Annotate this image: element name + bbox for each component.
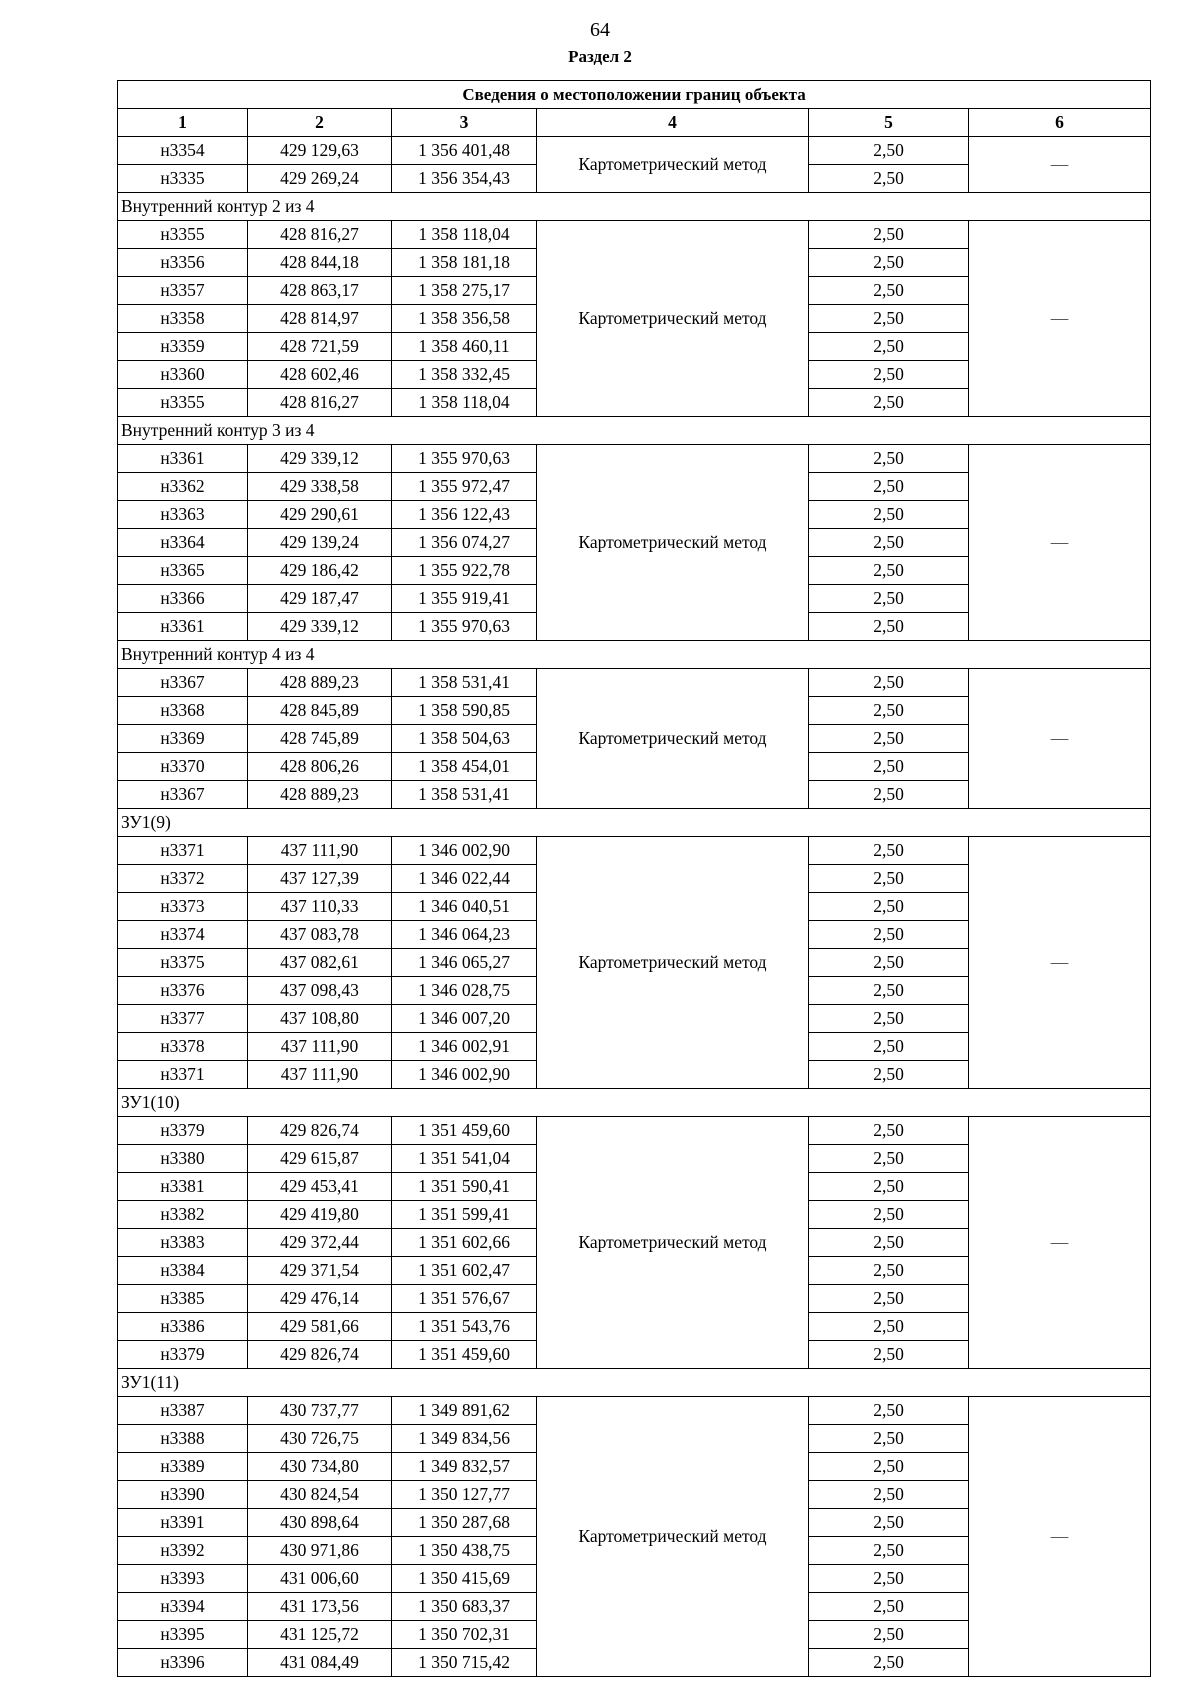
table-body bbox=[118, 137, 1151, 1677]
point-name-cell: н3383 bbox=[118, 1229, 248, 1257]
y-coordinate-cell: 1 350 287,68 bbox=[392, 1509, 537, 1537]
x-coordinate-cell: 428 806,26 bbox=[248, 753, 392, 781]
accuracy-cell: 2,50 bbox=[809, 1509, 969, 1537]
accuracy-cell: 2,50 bbox=[809, 277, 969, 305]
x-coordinate-cell: 437 111,90 bbox=[248, 1061, 392, 1089]
x-coordinate-cell: 429 129,63 bbox=[248, 137, 392, 165]
point-name-cell: н3379 bbox=[118, 1117, 248, 1145]
point-name-cell: н3356 bbox=[118, 249, 248, 277]
y-coordinate-cell: 1 356 074,27 bbox=[392, 529, 537, 557]
y-coordinate-cell: 1 358 454,01 bbox=[392, 753, 537, 781]
x-coordinate-cell: 429 269,24 bbox=[248, 165, 392, 193]
column-header: 3 bbox=[392, 109, 537, 137]
method-cell: Картометрический метод bbox=[537, 445, 809, 641]
accuracy-cell: 2,50 bbox=[809, 1537, 969, 1565]
point-name-cell: н3379 bbox=[118, 1341, 248, 1369]
contour-label-row bbox=[118, 1089, 1151, 1117]
accuracy-cell: 2,50 bbox=[809, 165, 969, 193]
point-name-cell: н3368 bbox=[118, 697, 248, 725]
point-name-cell: н3389 bbox=[118, 1453, 248, 1481]
contour-label: Внутренний контур 4 из 4 bbox=[118, 641, 1151, 669]
accuracy-cell: 2,50 bbox=[809, 921, 969, 949]
accuracy-cell: 2,50 bbox=[809, 1481, 969, 1509]
x-coordinate-cell: 428 816,27 bbox=[248, 389, 392, 417]
point-name-cell: н3369 bbox=[118, 725, 248, 753]
table-row bbox=[118, 1117, 1151, 1145]
x-coordinate-cell: 429 826,74 bbox=[248, 1341, 392, 1369]
point-name-cell: н3396 bbox=[118, 1649, 248, 1677]
accuracy-cell: 2,50 bbox=[809, 137, 969, 165]
x-coordinate-cell: 429 581,66 bbox=[248, 1313, 392, 1341]
x-coordinate-cell: 429 615,87 bbox=[248, 1145, 392, 1173]
contour-label: Внутренний контур 3 из 4 bbox=[118, 417, 1151, 445]
y-coordinate-cell: 1 350 438,75 bbox=[392, 1537, 537, 1565]
point-name-cell: н3386 bbox=[118, 1313, 248, 1341]
point-name-cell: н3371 bbox=[118, 837, 248, 865]
accuracy-cell: 2,50 bbox=[809, 865, 969, 893]
y-coordinate-cell: 1 346 002,90 bbox=[392, 837, 537, 865]
y-coordinate-cell: 1 350 415,69 bbox=[392, 1565, 537, 1593]
accuracy-cell: 2,50 bbox=[809, 837, 969, 865]
y-coordinate-cell: 1 356 401,48 bbox=[392, 137, 537, 165]
accuracy-cell: 2,50 bbox=[809, 333, 969, 361]
note-cell: — bbox=[969, 1117, 1151, 1369]
accuracy-cell: 2,50 bbox=[809, 1285, 969, 1313]
point-name-cell: н3375 bbox=[118, 949, 248, 977]
x-coordinate-cell: 429 290,61 bbox=[248, 501, 392, 529]
method-cell: Картометрический метод bbox=[537, 837, 809, 1089]
point-name-cell: н3363 bbox=[118, 501, 248, 529]
y-coordinate-cell: 1 349 891,62 bbox=[392, 1397, 537, 1425]
point-name-cell: н3359 bbox=[118, 333, 248, 361]
page-number: 64 bbox=[590, 19, 610, 41]
x-coordinate-cell: 429 187,47 bbox=[248, 585, 392, 613]
point-name-cell: н3390 bbox=[118, 1481, 248, 1509]
x-coordinate-cell: 429 139,24 bbox=[248, 529, 392, 557]
point-name-cell: н3362 bbox=[118, 473, 248, 501]
accuracy-cell: 2,50 bbox=[809, 1173, 969, 1201]
point-name-cell: н3370 bbox=[118, 753, 248, 781]
x-coordinate-cell: 428 889,23 bbox=[248, 669, 392, 697]
x-coordinate-cell: 428 844,18 bbox=[248, 249, 392, 277]
y-coordinate-cell: 1 346 007,20 bbox=[392, 1005, 537, 1033]
method-cell: Картометрический метод bbox=[537, 1397, 809, 1677]
point-name-cell: н3354 bbox=[118, 137, 248, 165]
point-name-cell: н3367 bbox=[118, 669, 248, 697]
section-title: Раздел 2 bbox=[568, 47, 632, 66]
accuracy-cell: 2,50 bbox=[809, 501, 969, 529]
method-cell: Картометрический метод bbox=[537, 137, 809, 193]
accuracy-cell: 2,50 bbox=[809, 1341, 969, 1369]
table-row bbox=[118, 669, 1151, 697]
x-coordinate-cell: 428 845,89 bbox=[248, 697, 392, 725]
point-name-cell: н3394 bbox=[118, 1593, 248, 1621]
x-coordinate-cell: 437 108,80 bbox=[248, 1005, 392, 1033]
accuracy-cell: 2,50 bbox=[809, 249, 969, 277]
x-coordinate-cell: 429 371,54 bbox=[248, 1257, 392, 1285]
column-header: 6 bbox=[969, 109, 1151, 137]
y-coordinate-cell: 1 346 040,51 bbox=[392, 893, 537, 921]
y-coordinate-cell: 1 346 002,90 bbox=[392, 1061, 537, 1089]
x-coordinate-cell: 437 098,43 bbox=[248, 977, 392, 1005]
x-coordinate-cell: 437 110,33 bbox=[248, 893, 392, 921]
x-coordinate-cell: 428 889,23 bbox=[248, 781, 392, 809]
y-coordinate-cell: 1 358 275,17 bbox=[392, 277, 537, 305]
accuracy-cell: 2,50 bbox=[809, 669, 969, 697]
y-coordinate-cell: 1 351 590,41 bbox=[392, 1173, 537, 1201]
point-name-cell: н3371 bbox=[118, 1061, 248, 1089]
column-header: 2 bbox=[248, 109, 392, 137]
table-row bbox=[118, 1397, 1151, 1425]
y-coordinate-cell: 1 355 970,63 bbox=[392, 613, 537, 641]
y-coordinate-cell: 1 351 602,66 bbox=[392, 1229, 537, 1257]
point-name-cell: н3380 bbox=[118, 1145, 248, 1173]
y-coordinate-cell: 1 358 181,18 bbox=[392, 249, 537, 277]
accuracy-cell: 2,50 bbox=[809, 1453, 969, 1481]
contour-label-row bbox=[118, 1369, 1151, 1397]
accuracy-cell: 2,50 bbox=[809, 1397, 969, 1425]
accuracy-cell: 2,50 bbox=[809, 949, 969, 977]
contour-label: ЗУ1(9) bbox=[118, 809, 1151, 837]
x-coordinate-cell: 428 814,97 bbox=[248, 305, 392, 333]
note-cell: — bbox=[969, 137, 1151, 193]
boundary-coordinates-table bbox=[117, 80, 1151, 1677]
point-name-cell: н3358 bbox=[118, 305, 248, 333]
y-coordinate-cell: 1 356 354,43 bbox=[392, 165, 537, 193]
x-coordinate-cell: 429 476,14 bbox=[248, 1285, 392, 1313]
accuracy-cell: 2,50 bbox=[809, 1565, 969, 1593]
point-name-cell: н3388 bbox=[118, 1425, 248, 1453]
y-coordinate-cell: 1 355 970,63 bbox=[392, 445, 537, 473]
y-coordinate-cell: 1 358 460,11 bbox=[392, 333, 537, 361]
y-coordinate-cell: 1 346 065,27 bbox=[392, 949, 537, 977]
accuracy-cell: 2,50 bbox=[809, 1201, 969, 1229]
accuracy-cell: 2,50 bbox=[809, 725, 969, 753]
contour-label: Внутренний контур 2 из 4 bbox=[118, 193, 1151, 221]
y-coordinate-cell: 1 346 028,75 bbox=[392, 977, 537, 1005]
contour-label-row bbox=[118, 641, 1151, 669]
x-coordinate-cell: 430 737,77 bbox=[248, 1397, 392, 1425]
accuracy-cell: 2,50 bbox=[809, 753, 969, 781]
point-name-cell: н3391 bbox=[118, 1509, 248, 1537]
x-coordinate-cell: 429 338,58 bbox=[248, 473, 392, 501]
point-name-cell: н3382 bbox=[118, 1201, 248, 1229]
x-coordinate-cell: 430 898,64 bbox=[248, 1509, 392, 1537]
accuracy-cell: 2,50 bbox=[809, 1061, 969, 1089]
x-coordinate-cell: 430 734,80 bbox=[248, 1453, 392, 1481]
point-name-cell: н3361 bbox=[118, 445, 248, 473]
accuracy-cell: 2,50 bbox=[809, 1313, 969, 1341]
y-coordinate-cell: 1 356 122,43 bbox=[392, 501, 537, 529]
y-coordinate-cell: 1 349 832,57 bbox=[392, 1453, 537, 1481]
y-coordinate-cell: 1 355 972,47 bbox=[392, 473, 537, 501]
y-coordinate-cell: 1 346 022,44 bbox=[392, 865, 537, 893]
y-coordinate-cell: 1 355 919,41 bbox=[392, 585, 537, 613]
table-row bbox=[118, 137, 1151, 165]
x-coordinate-cell: 429 372,44 bbox=[248, 1229, 392, 1257]
accuracy-cell: 2,50 bbox=[809, 893, 969, 921]
accuracy-cell: 2,50 bbox=[809, 1425, 969, 1453]
y-coordinate-cell: 1 351 602,47 bbox=[392, 1257, 537, 1285]
y-coordinate-cell: 1 346 002,91 bbox=[392, 1033, 537, 1061]
x-coordinate-cell: 430 971,86 bbox=[248, 1537, 392, 1565]
y-coordinate-cell: 1 355 922,78 bbox=[392, 557, 537, 585]
accuracy-cell: 2,50 bbox=[809, 1033, 969, 1061]
accuracy-cell: 2,50 bbox=[809, 1229, 969, 1257]
y-coordinate-cell: 1 350 702,31 bbox=[392, 1621, 537, 1649]
column-header: 1 bbox=[118, 109, 248, 137]
method-cell: Картометрический метод bbox=[537, 1117, 809, 1369]
note-cell: — bbox=[969, 669, 1151, 809]
y-coordinate-cell: 1 358 504,63 bbox=[392, 725, 537, 753]
column-number-row bbox=[118, 109, 1151, 137]
y-coordinate-cell: 1 351 576,67 bbox=[392, 1285, 537, 1313]
column-header: 5 bbox=[809, 109, 969, 137]
y-coordinate-cell: 1 358 118,04 bbox=[392, 389, 537, 417]
x-coordinate-cell: 431 125,72 bbox=[248, 1621, 392, 1649]
point-name-cell: н3381 bbox=[118, 1173, 248, 1201]
y-coordinate-cell: 1 358 531,41 bbox=[392, 669, 537, 697]
point-name-cell: н3385 bbox=[118, 1285, 248, 1313]
y-coordinate-cell: 1 351 541,04 bbox=[392, 1145, 537, 1173]
accuracy-cell: 2,50 bbox=[809, 557, 969, 585]
x-coordinate-cell: 429 419,80 bbox=[248, 1201, 392, 1229]
note-cell: — bbox=[969, 221, 1151, 417]
accuracy-cell: 2,50 bbox=[809, 1621, 969, 1649]
point-name-cell: н3366 bbox=[118, 585, 248, 613]
y-coordinate-cell: 1 351 459,60 bbox=[392, 1341, 537, 1369]
accuracy-cell: 2,50 bbox=[809, 221, 969, 249]
accuracy-cell: 2,50 bbox=[809, 1117, 969, 1145]
y-coordinate-cell: 1 358 332,45 bbox=[392, 361, 537, 389]
y-coordinate-cell: 1 349 834,56 bbox=[392, 1425, 537, 1453]
point-name-cell: н3365 bbox=[118, 557, 248, 585]
method-cell: Картометрический метод bbox=[537, 669, 809, 809]
accuracy-cell: 2,50 bbox=[809, 361, 969, 389]
accuracy-cell: 2,50 bbox=[809, 1593, 969, 1621]
accuracy-cell: 2,50 bbox=[809, 473, 969, 501]
accuracy-cell: 2,50 bbox=[809, 1005, 969, 1033]
accuracy-cell: 2,50 bbox=[809, 305, 969, 333]
x-coordinate-cell: 437 083,78 bbox=[248, 921, 392, 949]
y-coordinate-cell: 1 346 064,23 bbox=[392, 921, 537, 949]
point-name-cell: н3360 bbox=[118, 361, 248, 389]
point-name-cell: н3373 bbox=[118, 893, 248, 921]
table-row bbox=[118, 445, 1151, 473]
point-name-cell: н3361 bbox=[118, 613, 248, 641]
table-caption: Сведения о местоположении границ объекта bbox=[118, 81, 1151, 109]
y-coordinate-cell: 1 351 599,41 bbox=[392, 1201, 537, 1229]
y-coordinate-cell: 1 350 683,37 bbox=[392, 1593, 537, 1621]
y-coordinate-cell: 1 358 531,41 bbox=[392, 781, 537, 809]
x-coordinate-cell: 430 824,54 bbox=[248, 1481, 392, 1509]
x-coordinate-cell: 431 006,60 bbox=[248, 1565, 392, 1593]
accuracy-cell: 2,50 bbox=[809, 389, 969, 417]
accuracy-cell: 2,50 bbox=[809, 529, 969, 557]
point-name-cell: н3357 bbox=[118, 277, 248, 305]
x-coordinate-cell: 429 186,42 bbox=[248, 557, 392, 585]
x-coordinate-cell: 428 721,59 bbox=[248, 333, 392, 361]
point-name-cell: н3377 bbox=[118, 1005, 248, 1033]
table-caption-row bbox=[118, 81, 1151, 109]
accuracy-cell: 2,50 bbox=[809, 585, 969, 613]
contour-label-row bbox=[118, 809, 1151, 837]
y-coordinate-cell: 1 351 459,60 bbox=[392, 1117, 537, 1145]
note-cell: — bbox=[969, 1397, 1151, 1677]
note-cell: — bbox=[969, 837, 1151, 1089]
point-name-cell: н3355 bbox=[118, 221, 248, 249]
x-coordinate-cell: 431 173,56 bbox=[248, 1593, 392, 1621]
x-coordinate-cell: 437 082,61 bbox=[248, 949, 392, 977]
accuracy-cell: 2,50 bbox=[809, 1649, 969, 1677]
x-coordinate-cell: 428 863,17 bbox=[248, 277, 392, 305]
point-name-cell: н3392 bbox=[118, 1537, 248, 1565]
note-cell: — bbox=[969, 445, 1151, 641]
point-name-cell: н3374 bbox=[118, 921, 248, 949]
accuracy-cell: 2,50 bbox=[809, 697, 969, 725]
x-coordinate-cell: 430 726,75 bbox=[248, 1425, 392, 1453]
point-name-cell: н3395 bbox=[118, 1621, 248, 1649]
method-cell: Картометрический метод bbox=[537, 221, 809, 417]
point-name-cell: н3384 bbox=[118, 1257, 248, 1285]
accuracy-cell: 2,50 bbox=[809, 1145, 969, 1173]
point-name-cell: н3378 bbox=[118, 1033, 248, 1061]
y-coordinate-cell: 1 351 543,76 bbox=[392, 1313, 537, 1341]
x-coordinate-cell: 428 602,46 bbox=[248, 361, 392, 389]
point-name-cell: н3355 bbox=[118, 389, 248, 417]
y-coordinate-cell: 1 358 590,85 bbox=[392, 697, 537, 725]
accuracy-cell: 2,50 bbox=[809, 613, 969, 641]
y-coordinate-cell: 1 358 356,58 bbox=[392, 305, 537, 333]
accuracy-cell: 2,50 bbox=[809, 977, 969, 1005]
contour-label-row bbox=[118, 193, 1151, 221]
table-row bbox=[118, 837, 1151, 865]
contour-label-row bbox=[118, 417, 1151, 445]
point-name-cell: н3372 bbox=[118, 865, 248, 893]
x-coordinate-cell: 431 084,49 bbox=[248, 1649, 392, 1677]
contour-label: ЗУ1(10) bbox=[118, 1089, 1151, 1117]
accuracy-cell: 2,50 bbox=[809, 445, 969, 473]
y-coordinate-cell: 1 350 127,77 bbox=[392, 1481, 537, 1509]
y-coordinate-cell: 1 358 118,04 bbox=[392, 221, 537, 249]
x-coordinate-cell: 437 127,39 bbox=[248, 865, 392, 893]
point-name-cell: н3335 bbox=[118, 165, 248, 193]
x-coordinate-cell: 429 339,12 bbox=[248, 613, 392, 641]
table-header bbox=[118, 81, 1151, 137]
accuracy-cell: 2,50 bbox=[809, 781, 969, 809]
point-name-cell: н3393 bbox=[118, 1565, 248, 1593]
x-coordinate-cell: 428 816,27 bbox=[248, 221, 392, 249]
x-coordinate-cell: 437 111,90 bbox=[248, 837, 392, 865]
x-coordinate-cell: 437 111,90 bbox=[248, 1033, 392, 1061]
y-coordinate-cell: 1 350 715,42 bbox=[392, 1649, 537, 1677]
column-header: 4 bbox=[537, 109, 809, 137]
contour-label: ЗУ1(11) bbox=[118, 1369, 1151, 1397]
accuracy-cell: 2,50 bbox=[809, 1257, 969, 1285]
point-name-cell: н3364 bbox=[118, 529, 248, 557]
point-name-cell: н3367 bbox=[118, 781, 248, 809]
x-coordinate-cell: 429 339,12 bbox=[248, 445, 392, 473]
x-coordinate-cell: 429 453,41 bbox=[248, 1173, 392, 1201]
x-coordinate-cell: 428 745,89 bbox=[248, 725, 392, 753]
point-name-cell: н3387 bbox=[118, 1397, 248, 1425]
x-coordinate-cell: 429 826,74 bbox=[248, 1117, 392, 1145]
table-row bbox=[118, 221, 1151, 249]
point-name-cell: н3376 bbox=[118, 977, 248, 1005]
